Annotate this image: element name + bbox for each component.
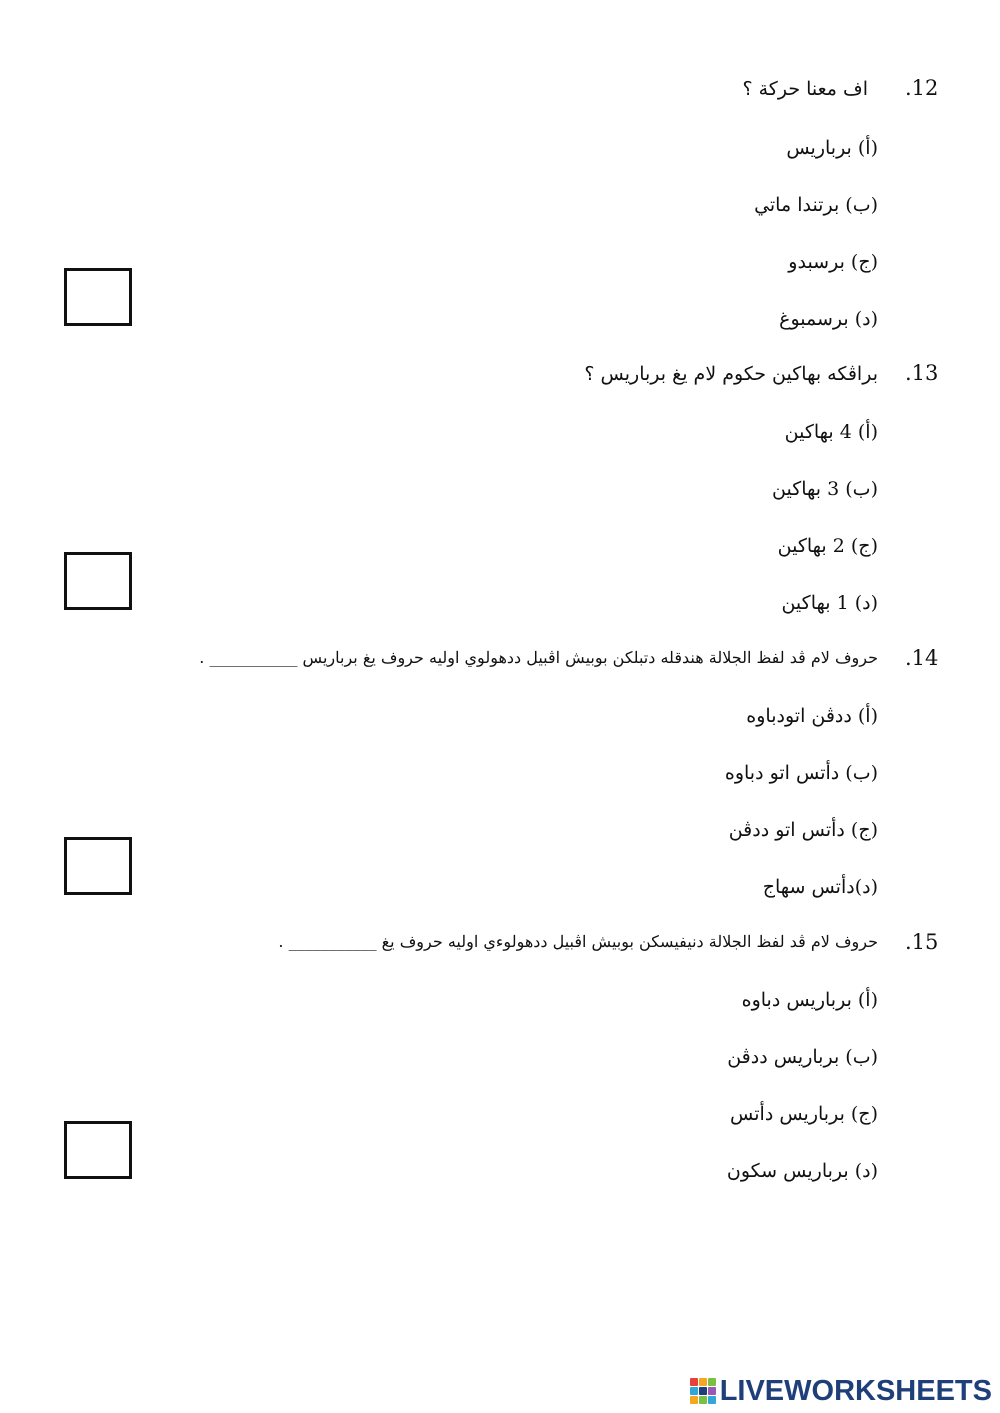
logo-square: [690, 1396, 698, 1404]
logo-square: [699, 1396, 707, 1404]
question-number: .12: [905, 76, 939, 100]
option-d: (د) برسمبوغ: [779, 308, 878, 330]
liveworksheets-logo[interactable]: [690, 1373, 992, 1409]
question-text: براڤكه بهاكين حكوم لام يغ برباريس ؟: [584, 363, 878, 385]
question-number: .14: [905, 646, 939, 670]
option-b: (ب) 3 بهاكين: [772, 478, 878, 500]
question-text: حروف لام ڤد لفظ الجلالة دنيفيسكن بوبيش اڤبيل ددهولوءي اوليه حروف يغ ___________ .: [278, 932, 878, 951]
option-b: (ب) برتندا ماتي: [754, 194, 878, 216]
option-c: (ج) برباريس دأتس: [730, 1103, 878, 1125]
answer-box[interactable]: [64, 552, 132, 610]
logo-square: [699, 1387, 707, 1395]
option-c: (ج) دأتس اتو ددڤن: [728, 819, 878, 841]
option-b: (ب) دأتس اتو دباوه: [724, 762, 878, 784]
logo-square: [690, 1378, 698, 1386]
option-c: (ج) برسبدو: [788, 251, 878, 273]
liveworksheets-icon: [690, 1378, 716, 1404]
question-text: حروف لام ڤد لفظ الجلالة هندقله دتبلكن بوبيش اڤبيل ددهولوي اوليه حروف يغ برباريس ___________ .: [199, 648, 878, 667]
question-text: اف معنا حركة ؟: [742, 78, 868, 100]
logo-square: [690, 1387, 698, 1395]
answer-box[interactable]: [64, 837, 132, 895]
option-b: (ب) برباريس ددڤن: [727, 1046, 878, 1068]
answer-box[interactable]: [64, 1121, 132, 1179]
logo-square: [699, 1378, 707, 1386]
option-a: (أ) ددڤن اتودباوه: [746, 705, 878, 727]
option-d: (د) برباريس سكون: [726, 1160, 878, 1182]
brand-text: LIVEWORKSHEETS: [719, 1374, 992, 1407]
question-number: .13: [905, 361, 939, 385]
answer-box[interactable]: [64, 268, 132, 326]
option-a: (أ) برباريس: [786, 137, 878, 159]
question-number: .15: [905, 930, 939, 954]
option-a: (أ) 4 بهاكين: [784, 421, 878, 443]
logo-square: [708, 1378, 716, 1386]
logo-square: [708, 1387, 716, 1395]
option-d: (د)دأتس سهاج: [762, 876, 878, 898]
option-d: (د) 1 بهاكين: [781, 592, 878, 614]
option-c: (ج) 2 بهاكين: [777, 535, 878, 557]
option-a: (أ) برباريس دباوه: [741, 989, 878, 1011]
logo-square: [708, 1396, 716, 1404]
